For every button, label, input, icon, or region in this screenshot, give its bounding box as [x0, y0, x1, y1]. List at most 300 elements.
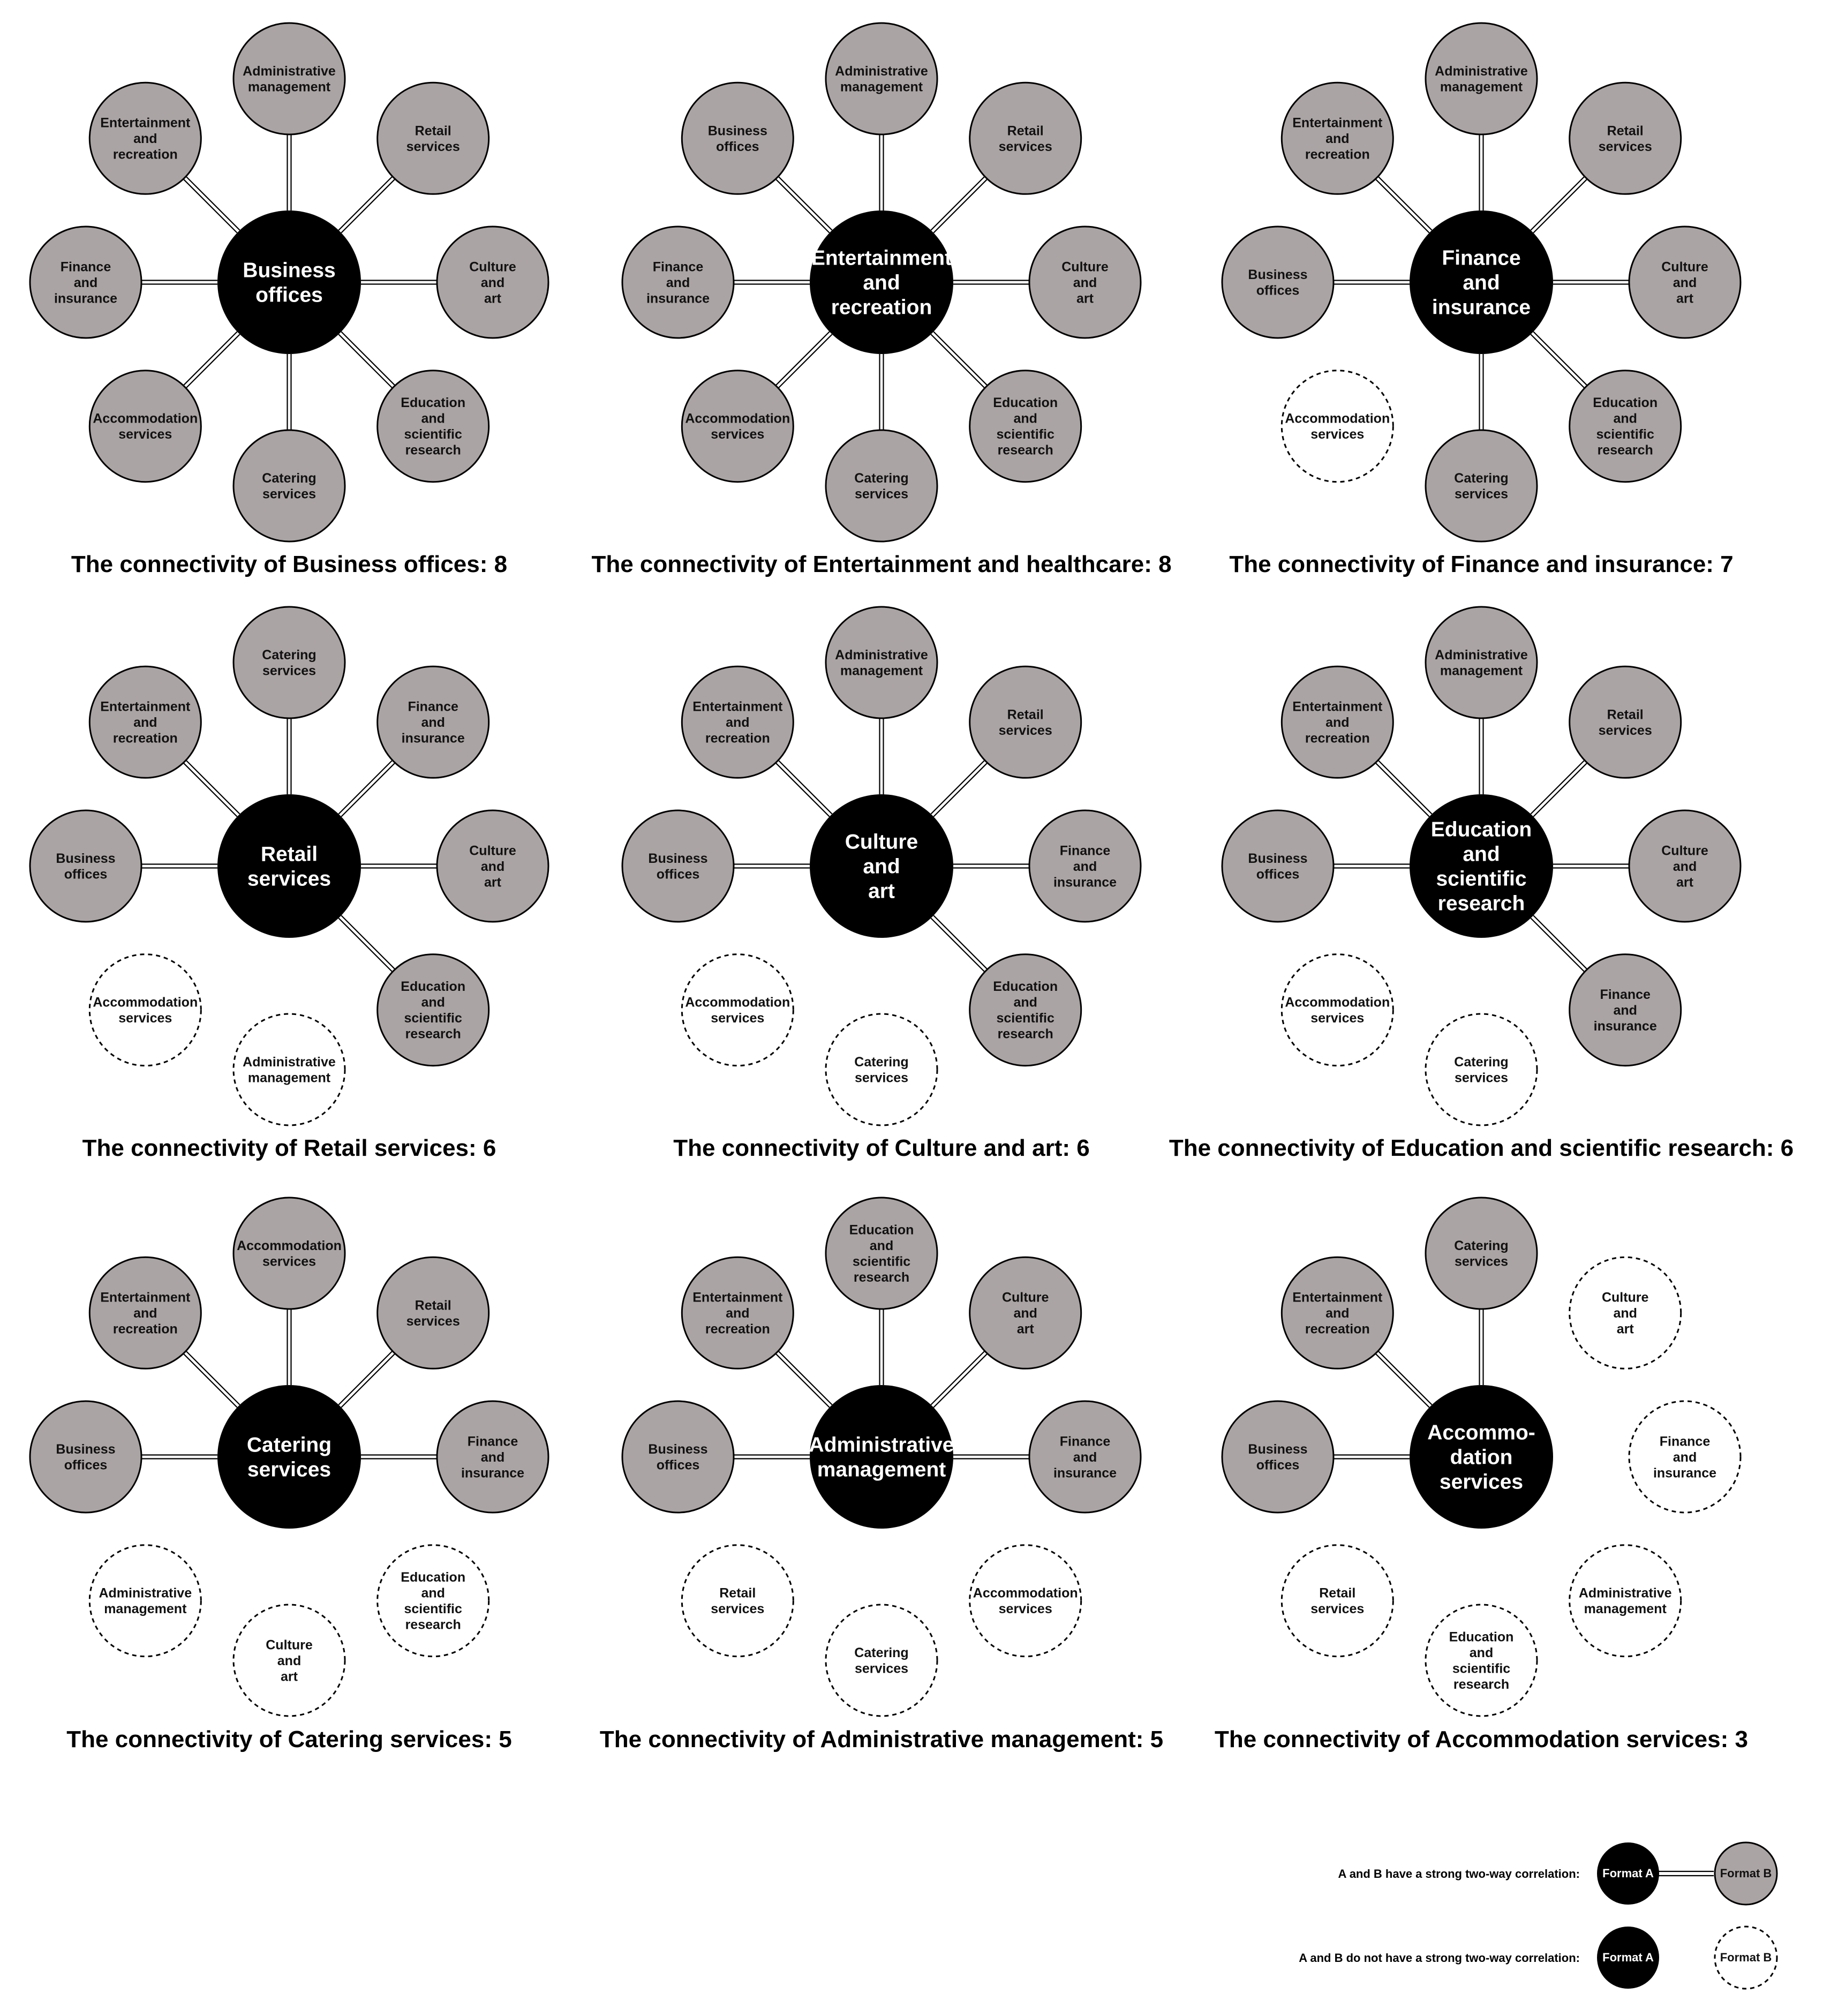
- connector-line: [186, 1351, 239, 1404]
- panel-2: [591, 23, 1171, 577]
- connected-node: [89, 82, 201, 194]
- node-label: recreation: [1305, 1321, 1370, 1337]
- connected-node: [622, 1401, 734, 1513]
- node-circle-dashed: [1426, 1605, 1537, 1716]
- node-label: insurance: [401, 731, 465, 746]
- connector-line: [778, 334, 832, 388]
- panel-1: [30, 23, 548, 577]
- node-label: Education: [993, 395, 1058, 411]
- center-label: Catering: [246, 1433, 332, 1457]
- connector-line: [1531, 334, 1584, 388]
- unconnected-node: [233, 1014, 345, 1125]
- node-label: management: [840, 663, 923, 679]
- center-label: insurance: [1432, 296, 1531, 319]
- connected-node: [233, 430, 345, 541]
- node-label: and: [1013, 995, 1037, 1010]
- connector-line: [933, 915, 987, 969]
- connector-line: [931, 918, 984, 972]
- center-label: Entertainment: [811, 246, 952, 270]
- node-label: insurance: [646, 291, 710, 306]
- node-label: Entertainment: [100, 115, 191, 131]
- center-label: and: [1463, 842, 1500, 866]
- node-label: services: [262, 663, 317, 679]
- node-label: management: [840, 79, 923, 95]
- node-label: and: [133, 131, 157, 147]
- center-label: Retail: [260, 842, 318, 866]
- node-label: services: [262, 486, 317, 502]
- node-label: Finance: [467, 1434, 518, 1449]
- node-label: management: [1440, 79, 1523, 95]
- node-label: insurance: [54, 291, 118, 306]
- node-label: services: [998, 723, 1052, 738]
- connected-node: [378, 82, 489, 194]
- node-label: Finance: [652, 259, 704, 275]
- connected-node: [1282, 666, 1393, 778]
- node-label: services: [1454, 1254, 1509, 1269]
- connected-node: [1222, 227, 1334, 338]
- node-label: offices: [656, 1457, 700, 1473]
- node-label: Administrative: [835, 64, 928, 79]
- connected-node: [89, 371, 201, 482]
- node-label: Catering: [1454, 471, 1509, 486]
- node-label: services: [711, 1011, 765, 1026]
- node-label: Entertainment: [100, 699, 191, 714]
- connected-node: [682, 82, 793, 194]
- node-label: services: [998, 1601, 1052, 1617]
- node-label: Accommodation: [1285, 995, 1390, 1010]
- connector-line: [1531, 760, 1584, 814]
- node-label: management: [247, 1070, 331, 1086]
- node-circle: [233, 607, 345, 718]
- connected-node: [970, 954, 1081, 1066]
- node-label: Accommodation: [1285, 411, 1390, 426]
- panel-caption: The connectivity of Administrative management: 5: [599, 1726, 1164, 1752]
- node-circle: [622, 810, 734, 922]
- node-label: services: [1454, 1070, 1509, 1086]
- connector-line: [1533, 332, 1587, 385]
- panel-caption: The connectivity of Catering services: 5: [66, 1726, 512, 1752]
- node-label: and: [480, 1449, 505, 1465]
- node-circle-dashed: [826, 1014, 937, 1125]
- connector-line: [186, 334, 239, 388]
- connector-line: [1375, 179, 1429, 232]
- connector-line: [1533, 179, 1587, 232]
- node-label: services: [854, 1070, 909, 1086]
- node-label: Administrative: [1435, 648, 1528, 663]
- center-label: research: [1437, 892, 1525, 915]
- connected-node: [30, 1401, 141, 1513]
- connector-line: [933, 763, 987, 816]
- node-label: Business: [648, 851, 708, 866]
- node-circle: [1222, 810, 1334, 922]
- node-circle: [233, 1198, 345, 1309]
- center-label: Administrative: [809, 1433, 954, 1457]
- legend-label-b: Format B: [1720, 1951, 1772, 1964]
- panel-caption: The connectivity of Finance and insurance: 7: [1229, 551, 1734, 577]
- node-label: Business: [56, 1442, 116, 1457]
- node-circle: [1426, 607, 1537, 718]
- connected-node: [233, 23, 345, 134]
- unconnected-node: [1282, 1545, 1393, 1657]
- node-label: and: [1613, 1003, 1637, 1018]
- node-label: and: [666, 275, 690, 290]
- node-label: scientific: [404, 1601, 462, 1617]
- node-label: and: [1673, 275, 1697, 290]
- connected-node: [1029, 810, 1141, 922]
- node-label: offices: [1256, 283, 1300, 298]
- node-label: scientific: [996, 427, 1054, 442]
- node-label: research: [405, 442, 461, 458]
- panel-8: [600, 1198, 1163, 1752]
- node-label: and: [480, 859, 505, 874]
- node-label: Catering: [262, 648, 317, 663]
- node-label: and: [1013, 1306, 1037, 1321]
- node-label: research: [1597, 442, 1653, 458]
- node-label: Culture: [1061, 259, 1109, 275]
- node-label: research: [405, 1617, 461, 1633]
- node-label: research: [997, 442, 1053, 458]
- node-label: Business: [1248, 1442, 1308, 1457]
- node-label: Retail: [719, 1585, 756, 1601]
- node-label: services: [118, 427, 172, 442]
- connector-line: [775, 763, 829, 816]
- center-label: offices: [255, 283, 323, 307]
- node-circle: [622, 1401, 734, 1513]
- node-label: Education: [401, 395, 466, 411]
- center-node: [810, 1385, 953, 1529]
- connected-node: [1629, 227, 1741, 338]
- node-label: offices: [716, 139, 759, 154]
- node-label: services: [1310, 1601, 1365, 1617]
- node-label: and: [421, 715, 445, 731]
- node-label: Entertainment: [1292, 1290, 1383, 1305]
- node-label: services: [406, 1313, 460, 1329]
- panel-caption: The connectivity of Culture and art: 6: [673, 1135, 1090, 1161]
- node-label: art: [1076, 291, 1094, 306]
- node-label: recreation: [705, 731, 770, 746]
- connected-node: [89, 1257, 201, 1368]
- connected-node: [1426, 23, 1537, 134]
- node-label: and: [421, 1585, 445, 1601]
- node-label: Administrative: [243, 1055, 336, 1070]
- connected-node: [682, 371, 793, 482]
- panel-9: [1215, 1198, 1748, 1752]
- node-label: art: [1616, 1321, 1634, 1337]
- node-label: offices: [1256, 867, 1300, 882]
- connected-node: [437, 227, 548, 338]
- node-label: Culture: [1661, 843, 1708, 859]
- node-label: and: [1073, 275, 1097, 290]
- panel-4: [30, 607, 548, 1161]
- node-label: scientific: [1452, 1661, 1511, 1676]
- node-label: Business: [648, 1442, 708, 1457]
- connected-node: [1629, 810, 1741, 922]
- connected-node: [1426, 1198, 1537, 1309]
- connected-node: [970, 82, 1081, 194]
- node-label: recreation: [112, 1321, 178, 1337]
- center-label: Accommo-: [1427, 1421, 1535, 1445]
- panel-caption: The connectivity of Retail services: 6: [82, 1135, 496, 1161]
- center-label: art: [868, 879, 895, 903]
- connector-line: [931, 334, 984, 388]
- node-label: Catering: [854, 1055, 909, 1070]
- connector-line: [183, 763, 237, 816]
- legend-text: A and B have a strong two-way correlation:: [1338, 1867, 1580, 1880]
- node-label: services: [406, 139, 460, 154]
- connector-line: [338, 760, 392, 814]
- node-label: offices: [1256, 1457, 1300, 1473]
- connector-line: [186, 176, 239, 230]
- node-label: Education: [849, 1222, 914, 1238]
- connector-line: [931, 760, 984, 814]
- connector-line: [341, 1353, 395, 1407]
- node-label: Education: [1593, 395, 1658, 411]
- node-label: and: [1613, 1306, 1637, 1321]
- legend-label-b: Format B: [1720, 1867, 1772, 1880]
- connected-node: [1029, 227, 1141, 338]
- node-label: Administrative: [835, 648, 928, 663]
- node-label: services: [998, 139, 1052, 154]
- node-label: scientific: [996, 1011, 1054, 1026]
- node-label: Business: [56, 851, 116, 866]
- node-label: insurance: [461, 1465, 525, 1481]
- node-label: insurance: [1593, 1018, 1657, 1034]
- panel-5: [622, 607, 1141, 1161]
- node-label: services: [711, 1601, 765, 1617]
- center-node: [217, 794, 361, 938]
- node-label: and: [133, 715, 157, 731]
- node-label: and: [1673, 859, 1697, 874]
- connected-node: [1426, 607, 1537, 718]
- panel-caption: The connectivity of Business offices: 8: [71, 551, 508, 577]
- node-label: art: [1676, 875, 1693, 890]
- connected-node: [622, 227, 734, 338]
- connector-line: [1378, 760, 1432, 814]
- node-label: Catering: [854, 471, 909, 486]
- panel-6: [1169, 607, 1794, 1161]
- connector-line: [778, 176, 832, 230]
- node-label: Retail: [1007, 707, 1044, 723]
- connected-node: [89, 666, 201, 778]
- connector-line: [338, 1351, 392, 1404]
- center-node: [217, 1385, 361, 1529]
- connector-line: [1531, 918, 1584, 972]
- center-label: and: [863, 271, 900, 295]
- connected-node: [1222, 810, 1334, 922]
- node-label: Business: [1248, 267, 1308, 282]
- connector-line: [933, 332, 987, 385]
- node-label: services: [711, 427, 765, 442]
- node-label: services: [1598, 723, 1652, 738]
- node-label: and: [1469, 1645, 1494, 1660]
- connector-line: [341, 915, 395, 969]
- node-label: art: [484, 875, 501, 890]
- node-label: Retail: [415, 1298, 451, 1313]
- node-label: Finance: [60, 259, 111, 275]
- node-circle: [826, 607, 937, 718]
- node-label: Entertainment: [1292, 115, 1383, 131]
- node-label: Business: [1248, 851, 1308, 866]
- node-label: Administrative: [243, 64, 336, 79]
- legend-weak: [1299, 1927, 1777, 1989]
- node-label: Catering: [1454, 1238, 1509, 1253]
- node-label: Entertainment: [1292, 699, 1383, 714]
- node-label: and: [1325, 131, 1350, 147]
- connected-node: [1222, 1401, 1334, 1513]
- node-label: recreation: [705, 1321, 770, 1337]
- legend-text: A and B do not have a strong two-way correlation:: [1299, 1951, 1580, 1965]
- node-label: Accommodation: [93, 411, 198, 426]
- connector-line: [183, 179, 237, 232]
- connected-node: [1426, 430, 1537, 541]
- center-label: Education: [1430, 818, 1532, 841]
- node-label: Entertainment: [692, 699, 783, 714]
- node-label: recreation: [1305, 147, 1370, 162]
- node-label: research: [997, 1026, 1053, 1042]
- node-label: art: [1676, 291, 1693, 306]
- node-label: Finance: [1059, 1434, 1111, 1449]
- center-label: services: [1439, 1470, 1524, 1494]
- node-label: Retail: [1007, 123, 1044, 139]
- center-label: recreation: [831, 296, 932, 319]
- node-label: Finance: [408, 699, 458, 714]
- connector-line: [933, 1353, 987, 1407]
- node-label: scientific: [404, 427, 462, 442]
- node-circle: [1426, 430, 1537, 541]
- node-label: and: [133, 1306, 157, 1321]
- unconnected-node: [89, 954, 201, 1066]
- node-circle: [826, 23, 937, 134]
- connected-node: [826, 607, 937, 718]
- connected-node: [233, 1198, 345, 1309]
- node-label: recreation: [1305, 731, 1370, 746]
- connected-node: [437, 1401, 548, 1513]
- node-circle-dashed: [233, 1014, 345, 1125]
- connected-node: [1570, 954, 1681, 1066]
- connected-node: [1029, 1401, 1141, 1513]
- connected-node: [1282, 1257, 1393, 1368]
- unconnected-node: [1570, 1545, 1681, 1657]
- connected-node: [826, 430, 937, 541]
- node-label: offices: [64, 1457, 108, 1473]
- legend-strong: [1338, 1842, 1777, 1905]
- connector-line: [341, 763, 395, 816]
- node-label: Accommodation: [973, 1585, 1078, 1601]
- connector-line: [778, 1351, 832, 1404]
- connected-node: [1282, 82, 1393, 194]
- unconnected-node: [682, 1545, 793, 1657]
- node-label: insurance: [1053, 1465, 1117, 1481]
- center-label: scientific: [1436, 867, 1527, 891]
- node-label: art: [1016, 1321, 1034, 1337]
- connected-node: [378, 666, 489, 778]
- unconnected-node: [1426, 1605, 1537, 1716]
- unconnected-node: [1426, 1014, 1537, 1125]
- node-label: services: [118, 1011, 172, 1026]
- node-label: and: [1073, 1449, 1097, 1465]
- node-label: and: [73, 275, 98, 290]
- connector-line: [933, 179, 987, 232]
- node-label: Catering: [1454, 1055, 1509, 1070]
- node-label: and: [1073, 859, 1097, 874]
- connector-line: [931, 176, 984, 230]
- node-label: and: [421, 995, 445, 1010]
- node-label: services: [262, 1254, 317, 1269]
- node-circle: [233, 430, 345, 541]
- node-label: management: [104, 1601, 187, 1617]
- node-label: and: [1673, 1449, 1697, 1465]
- node-label: and: [869, 1238, 894, 1253]
- unconnected-node: [1282, 371, 1393, 482]
- node-label: and: [480, 275, 505, 290]
- node-label: Retail: [1319, 1585, 1356, 1601]
- node-label: Administrative: [1435, 64, 1528, 79]
- node-label: services: [854, 486, 909, 502]
- node-label: Accommodation: [93, 995, 198, 1010]
- node-label: Accommodation: [685, 411, 790, 426]
- center-label: and: [863, 855, 900, 878]
- center-label: services: [247, 867, 332, 891]
- legend-label-a: Format A: [1602, 1951, 1654, 1964]
- connector-line: [1531, 176, 1584, 230]
- connector-line: [338, 176, 392, 230]
- node-circle: [233, 23, 345, 134]
- node-label: Business: [707, 123, 767, 139]
- node-label: insurance: [1653, 1465, 1717, 1481]
- node-label: Culture: [266, 1637, 313, 1653]
- node-label: Culture: [1661, 259, 1708, 275]
- center-label: management: [817, 1458, 946, 1481]
- node-circle: [30, 1401, 141, 1513]
- unconnected-node: [1570, 1257, 1681, 1368]
- node-label: services: [854, 1661, 909, 1676]
- node-label: Finance: [1059, 843, 1111, 859]
- center-label: Culture: [845, 830, 918, 854]
- node-label: management: [247, 79, 331, 95]
- node-circle: [826, 430, 937, 541]
- legend-label-a: Format A: [1602, 1867, 1654, 1880]
- node-label: Administrative: [1578, 1585, 1672, 1601]
- connected-node: [233, 607, 345, 718]
- node-label: scientific: [404, 1011, 462, 1026]
- connected-node: [1570, 666, 1681, 778]
- connector-line: [1533, 915, 1587, 969]
- node-label: art: [281, 1669, 298, 1684]
- node-label: recreation: [112, 147, 178, 162]
- panel-caption: The connectivity of Entertainment and healthcare: 8: [591, 551, 1172, 577]
- node-label: Culture: [1001, 1290, 1049, 1305]
- node-label: research: [405, 1026, 461, 1042]
- node-label: and: [1613, 411, 1637, 426]
- connector-line: [1378, 176, 1432, 230]
- node-label: Education: [1449, 1629, 1514, 1645]
- connector-line: [1378, 1351, 1432, 1404]
- unconnected-node: [1282, 954, 1393, 1066]
- node-label: Entertainment: [692, 1290, 783, 1305]
- connector-line: [183, 332, 237, 385]
- unconnected-node: [826, 1014, 937, 1125]
- connected-node: [30, 810, 141, 922]
- unconnected-node: [826, 1605, 937, 1716]
- node-circle: [1426, 1198, 1537, 1309]
- connected-node: [682, 666, 793, 778]
- panel-3: [1222, 23, 1741, 577]
- center-node: [217, 210, 361, 354]
- node-label: Administrative: [99, 1585, 192, 1601]
- node-label: Catering: [262, 471, 317, 486]
- node-label: Retail: [1607, 123, 1644, 139]
- connector-line: [1375, 1353, 1429, 1407]
